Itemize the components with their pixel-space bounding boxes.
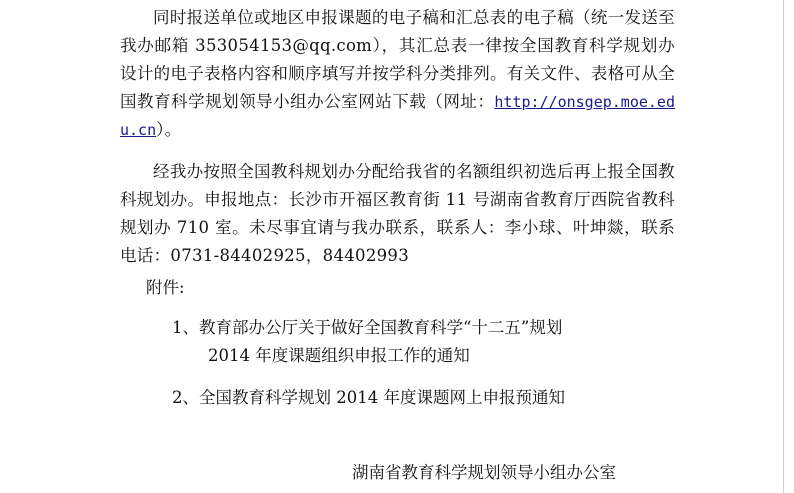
attachment-item-2: [172, 384, 692, 412]
attachment-item-1: [172, 314, 692, 370]
paragraph-text: 同时报送单位或地区申报课题的电子稿和汇总表的电子稿（统一发送至我办邮箱 353054153@qq.com），其汇总表一律按全国教育科学规划办设计的电子表格内容和顺序填写并按学科分类排列。有关文件、表格可从全国教育科学规划领导小组办公室网站下载（网址：: [120, 8, 675, 111]
page-edge: [783, 0, 794, 493]
issuer-signature: 湖南省教育科学规划领导小组办公室: [352, 463, 616, 482]
attachment-title-line: 1、教育部办公厅关于做好全国教育科学“十二五”规划: [172, 318, 563, 337]
attachment-title-continuation: 2014 年度课题组织申报工作的通知: [208, 346, 470, 365]
attachments-list: [172, 314, 692, 426]
attachment-title-line: 2、全国教育科学规划 2014 年度课题网上申报预通知: [172, 388, 565, 407]
website-link[interactable]: http://onsgep.moe.edu.cn: [120, 93, 675, 139]
paragraph-submission-info: [120, 4, 675, 144]
attachments-heading: 附件:: [146, 278, 185, 297]
paragraph-text-end: ）。: [156, 120, 182, 139]
paragraph-contact-info: 经我办按照全国教科规划办分配给我省的名额组织初选后再上报全国教科规划办。申报地点：长沙市开福区教育街 11 号湖南省教育厅西院省教科规划办 710 室。未尽事宜请与我办联系，联系人：李小球、叶坤燚，联系电话：0731-84402925，84402993: [120, 162, 675, 265]
